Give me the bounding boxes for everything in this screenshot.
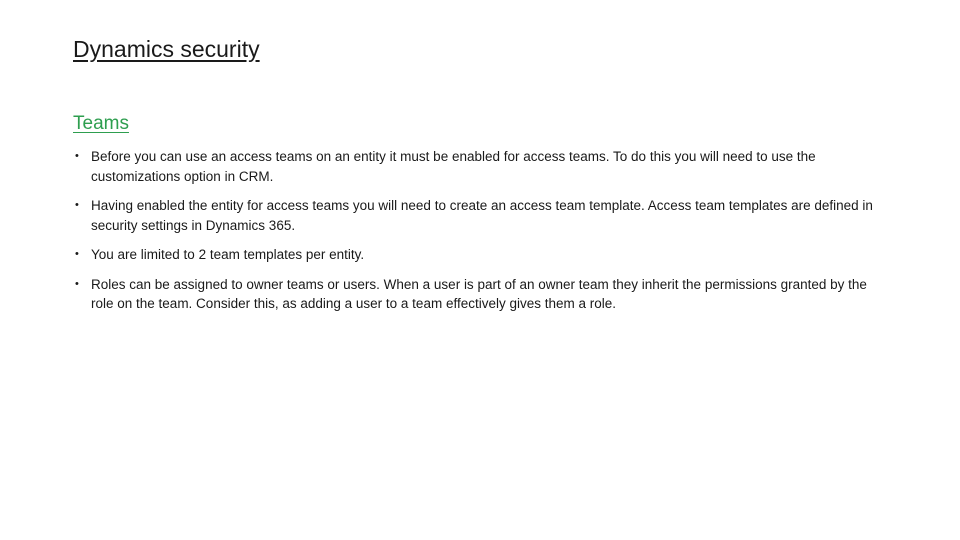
slide-title: Dynamics security	[73, 36, 260, 62]
bullet-list	[73, 147, 893, 324]
bullet-icon: •	[75, 277, 79, 290]
bullet-text: You are limited to 2 team templates per entity.	[91, 247, 365, 262]
bullet-item	[73, 196, 893, 235]
section-heading: Teams	[73, 113, 129, 134]
bullet-text: Before you can use an access teams on an entity it must be enabled for access teams. To do this you will need to use the customizations option in CRM.	[91, 149, 816, 184]
bullet-icon: •	[75, 248, 79, 260]
bullet-text: Roles can be assigned to owner teams or users. When a user is part of an owner team they inherit the permissions granted by the role on the team. Consider this, as adding a user to a team effectively gives them a role.	[91, 276, 867, 311]
bullet-item	[73, 147, 893, 186]
bullet-icon: •	[75, 199, 79, 211]
bullet-text: Having enabled the entity for access teams you will need to create an access team template. Access team templates are defined in security settings in Dynamics 365.	[91, 198, 873, 233]
bullet-item	[73, 245, 893, 265]
bullet-item	[73, 275, 893, 314]
bullet-icon: •	[75, 150, 79, 162]
